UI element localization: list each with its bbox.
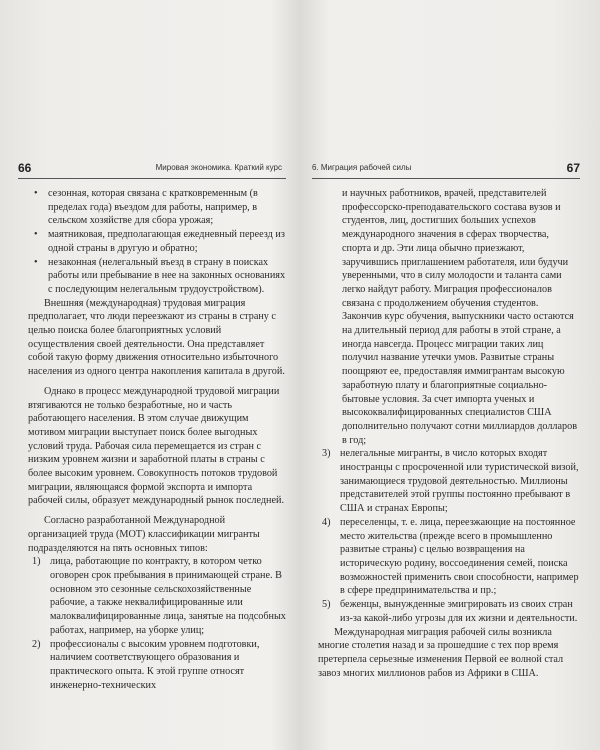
number-marker: 2) xyxy=(32,638,41,650)
paragraph: Однако в процесс международной трудовой миграции втягиваются не только безработные, но и часть работающего населения. В этом случае движущим мотивом миграции выступает поиск более выгодных условий труда. Рабочая сила перемещается из стран с низким уровнем жизни и заработной платы в страны с более высоким уровнем. Совокупность потоков трудовой миграции, являющаяся формой экспорта и импорта рабочей силы, образует международный рынок последней. xyxy=(28,385,285,507)
list-item xyxy=(28,256,286,297)
right-page-body xyxy=(318,187,580,680)
list-item xyxy=(28,228,286,255)
right-page-number: 67 xyxy=(566,161,580,175)
bullet-marker: • xyxy=(34,188,38,199)
number-marker: 3) xyxy=(322,448,331,460)
bullet-marker: • xyxy=(34,229,38,241)
right-page xyxy=(300,0,600,750)
list-item xyxy=(318,598,580,625)
paragraph: Внешняя (международная) трудовая миграция предполагает, что люди переезжают из страны в страну с целью поиска более благоприятных условий осуществления своей деятельности. Она представляет собой такую форму движения относительно избыточного населения из одного центра накопления капитала в другой. xyxy=(28,297,285,378)
right-page-header xyxy=(312,161,580,179)
bullet-marker: • xyxy=(34,256,38,268)
numbered-text: профессионалы с высоким уровнем подготовки, наличием соответствующего образования и практического опыта. К этой группе относят инженерно-технических xyxy=(50,638,260,691)
left-page-body xyxy=(28,187,286,692)
number-marker: 4) xyxy=(322,516,331,528)
list-item xyxy=(318,516,580,598)
left-page-number: 66 xyxy=(18,161,32,175)
right-running-head: 6. Миграция рабочей силы xyxy=(312,163,412,172)
list-item xyxy=(28,638,286,693)
paragraph: Согласно разработанной Международной организацией труда (МОТ) классификации мигранты подразделяются на пять основных типов: xyxy=(28,515,260,554)
continuation-text: и научных работников, врачей, представителей профессорско-преподавательского состава вузов и студентов, лиц, достигших больших успехов международного значения в сферах творчества, спорта и др. Эти лица обычно приезжают, заручившись приглашением работателя, или будучи уверенными, что в силу молодости и таланта сами легко найдут работу. Миграция профессионалов связана с продолжением обучения студентов. Закончив курс обучения, выпускники часто остаются на длительный период для работы в этой стране, а иногда навсегда. Процесс миграции таких лиц получил название утечки умов. Развитые страны поощряют ее, предоставляя иммигрантам высокую заработную плату и благоприятные социально-бытовые условия. За счет импорта ученых и высококвалифицированных специалистов США дополнительно получают сотни миллиардов долларов в год; xyxy=(342,188,578,446)
bullet-text: сезонная, которая связана с кратковременным (в пределах года) въездом для работы, например, в сельском хозяйстве для сбора урожая; xyxy=(48,188,258,227)
numbered-text: лица, работающие по контракту, в котором четко оговорен срок пребывания в принимающей стране. В основном это сезонные сельскохозяйственные рабочие, а также неквалифицированные или малоквалифицированные лица, занятые на подсобных работах, например, на уборке улиц; xyxy=(50,556,286,636)
left-page-header xyxy=(18,161,286,179)
left-running-head: Мировая экономика. Краткий курс xyxy=(155,163,282,172)
bullet-text: незаконная (нелегальный въезд в страну в поисках работы или пребывание в нее на законных основаниях с последующим нелегальным трудоустройством). xyxy=(48,256,286,295)
list-item xyxy=(318,447,580,516)
list-item xyxy=(28,555,286,637)
numbered-text: беженцы, вынужденные эмигрировать из своих стран из-за какой-либо угрозы для их жизни и деятельности. xyxy=(340,599,578,624)
list-item xyxy=(28,187,286,228)
bullet-text: маятниковая, предполагающая ежедневный переезд из одной страны в другую и обратно; xyxy=(48,229,285,254)
numbered-text: нелегальные мигранты, в число которых входят иностранцы с просроченной или туристической визой, занимающиеся трудовой деятельностью. Миллионы представителей этой группы постоянно пребывают в США и странах Европы; xyxy=(340,448,579,515)
paragraph: Международная миграция рабочей силы возникла многие столетия назад и за прошедшие с тех пор время претерпела серьезные изменения Первой ее волной стал завоз многих миллионов рабов из Африки в США. xyxy=(318,626,564,679)
numbered-text: переселенцы, т. е. лица, переезжающие на постоянное место жительства (прежде всего в промышленно развитые страны) с целью возвращения на историческую родину, воссоединения семей, поиска возможностей применить свои способности, например в сфере предпринимательства и пр.; xyxy=(340,516,579,597)
number-marker: 5) xyxy=(322,599,331,611)
number-marker: 1) xyxy=(32,556,41,568)
